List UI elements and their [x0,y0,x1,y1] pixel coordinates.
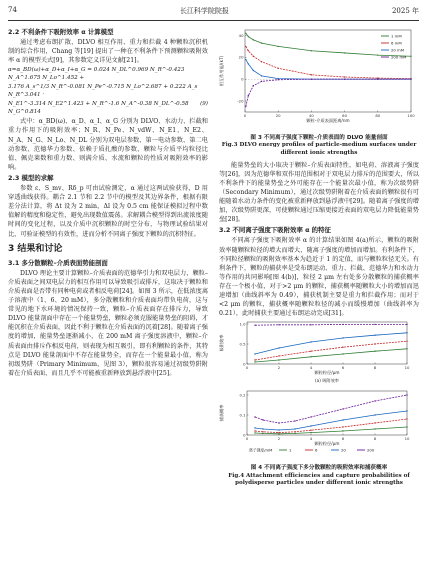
data-point [253,85,254,86]
data-point [261,75,262,76]
data-point [245,59,246,60]
equation-9-line-1: α=α_BD(ω)+α_D+α_I+α_G = 0.024 N_DL^0.969 N_R^-0.423 N_A^1.675 N_Lo^1.452 + [8,67,185,82]
data-point [311,50,312,51]
data-point [278,46,279,47]
data-point [294,429,295,430]
paragraph: 不同离子强度下吸附效率 α 的计算结果如图 4(a)所示，颗粒的吸附效率随颗粒粒径的增大而增大，随离子强度的增加而增加。有利条件下，不同粒径颗粒的吸附效率基本为趋近于 1 的定值，而与颗粒粒径无关。有利条件下，颗粒的捕获率是受布朗运动、重力、拦截、范德华力和水动力等作用的共同影响[图 4(b)]，粒径 2 μm 左右处多分散颗粒的捕获概率存在一个极小值，对于>2 μm 的颗粒，捕获概率随颗粒大小的增加而迅速增加（曲线斜率为 0.49），捕获机制主要是重力和拦截作用；而对于<2 μm 的颗粒，捕获概率随颗粒粒径的减小而缓慢增加（曲线斜率为 0.21），此时捕获主要通过布朗运动完成[31]。 [219,237,419,318]
data-point [261,61,262,62]
running-header [8,6,419,20]
data-point [294,433,295,434]
figure-4a-chart [219,319,419,385]
data-point [311,79,312,80]
y-tick-label: 0 [241,76,244,82]
x-tick-label: 4 [309,365,313,371]
paragraph: 能量势垒的大小取决于颗粒–介质表面特性，如电荷、溶液离子强度等[26]，因为范德华和双作用范围相对于双电层力排斥的范围要大，所以不利条件下的能量势垒之外可能存在一个能量次最小值，称为次级势阱（Secondary Minimum），通过次级势阱附着在介质表面的颗粒很有可能随着水动力条件的变化被重新释放到悬浮液中[29]。随着离子强度的增加，次级势阱更深，可使颗粒通过压缩更接近表面的双电层力降低能量势垒[28]。 [219,161,419,224]
plot-frame [245,30,411,112]
x-tick-label: 6 [341,436,345,442]
data-point [262,431,263,432]
figure-4-caption-en: Fig.4 Attachment efficiencies and capture probabilities of polydisperse particles under different ionic strengths [228,472,410,486]
data-point [278,432,279,433]
data-point [410,79,411,80]
paragraph: 参数 ε、S_mv、Rδ_p 可由试验测定，α 通过这两试验获得，D 用穿透曲线获得。耦合 2.1 节和 2.2 节中的模型及其边界条件，根据有限差分法计算，将 Δt 设为 2 min，Δl 设为 0.5 cm 能保证模拟过程中数值解的精度和稳定性，避免出现数值震荡。求解耦合模型得到出流浓度随时间的变化过程，以及介质中沉积颗粒的时空分布，与物理试验结果对比，可验证模型的有效性，进而分析不同离子强度下颗粒的沉积特征。 [8,185,208,238]
journal-name: 长江科学院院报 [179,7,229,15]
data-point [262,420,263,421]
data-point [254,428,255,429]
data-point [253,56,254,57]
data-point [342,427,343,428]
y-tick-label: 0.1 [239,412,246,418]
data-point [261,42,262,43]
right-column [219,26,419,491]
series-line-200-mM [255,325,407,326]
year: 2025 年 [391,7,419,15]
data-point [344,76,345,77]
data-point [254,417,255,418]
series-line-200 [255,395,407,423]
legend-label: 200 [367,447,375,453]
legend-label: 1 mM [391,33,402,39]
data-point [406,411,407,412]
data-point [406,341,407,342]
legend-title: 离子强度/mM [249,447,273,453]
x-tick-label: 2 [277,436,281,442]
y-axis-label: 捕获概率 [219,405,224,422]
data-point [406,419,407,420]
panel-label: (a) 吸附效率 [315,378,339,384]
data-point [245,33,246,34]
section-2-2-title: 2.2 不利条件下吸附效率 α 计算模型 [8,28,114,36]
data-point [262,429,263,430]
data-point [310,324,311,325]
data-point [342,431,343,432]
data-point [278,423,279,424]
data-point [342,354,343,355]
data-point [245,106,246,107]
legend-label: 20 [341,447,346,453]
figure-4b-chart [219,388,419,460]
data-point [310,417,311,418]
data-point [342,347,343,348]
x-axis-label: 颗粒粒径/μm [314,370,340,376]
data-point [294,421,295,422]
data-point [310,356,311,357]
figure-4 [219,319,419,463]
data-point [245,46,246,47]
figure-3-chart [219,26,419,130]
x-axis-label: 颗粒粒径/μm [314,441,340,447]
y-tick-label: 20 [238,54,244,60]
series-line-20 [255,411,407,430]
data-point [342,324,343,325]
data-point [278,430,279,431]
data-point [254,360,255,361]
series-line-1-mM [246,33,411,56]
data-point [374,335,375,336]
data-point [294,431,295,432]
x-tick-label: 80 [375,113,381,118]
paragraph: 通过考虑布朗扩散、DLVO 相互作用、重力和拦截 4 种颗粒沉积机制的综合作用，Chang 等[19] 提出了一种在不利条件下预测颗粒吸附效率 α 的模型关式[9]，其参数定义详见文献[21]。 [8,39,208,65]
paragraph: DLVO 理论主要计算颗粒–介质表面的范德华引力和双电层力，颗粒–介质表面之间双电层力的相互作用可以导致吸引或排斥，这取决于颗粒和介质表面是否带有同种电荷或者相反电荷[24]。如图 3 所示，在低浓度离子溶液中（1、6、20 mM），多分散颗粒和介质表面均带负电荷，这与常见的地下水环境的情况保持一致，颗粒–介质表面存在排斥力，导致 DLVO 能量剖面中存在一个能量势垒，颗粒必须克服能量势垒的阻碍，才能沉积在介质表面，因此不利于颗粒在介质表面的沉着[28]。随着离子强度的增加，能量势垒逐渐减小，在 200 mM 离子强度溶液中，颗粒–介质表面由排斥作相反电荷，则表现为相互吸引，即有利颗粒的条件，其特点是 DLVO 能量剖面中不存在能量势全，而存在一个能量最小值，称为初级势阱（Primary Minimum，见图 3），颗粒很容易通过初级势阱附着在介质表面，而且几乎不可能被重新释放到悬浮液中[25]。 [8,269,209,377]
data-point [254,354,255,355]
equation-9-text: N_E1^-3.314 N_E2^1.423 + N_R^-1.6 N_A^-0.38 N_DL^-0.58 N_G^0.814 [8,101,189,116]
data-point [278,433,279,434]
data-point [278,68,279,69]
header-rule [8,20,419,21]
data-point [278,79,279,80]
data-point [278,360,279,361]
figure-3-caption-cn: 图 3 不同离子强度下颗粒–介质表面的 DLVO 能量剖面 [250,135,388,142]
x-tick-label: 4 [309,436,313,442]
data-point [342,409,343,410]
data-point [262,433,263,434]
data-point [410,56,411,57]
data-point [406,395,407,396]
figure-3-caption [219,135,419,157]
data-point [374,423,375,424]
figure-3-caption-en: Fig.3 DLVO energy profiles of particle-medium surfaces under different ionic strengths [221,142,417,156]
x-tick-label: 0 [245,436,249,442]
data-point [374,415,375,416]
series-line-1-mM [255,349,407,362]
data-point [248,50,249,51]
data-point [374,344,375,345]
data-point [310,432,311,433]
series-line-6-mM [246,46,411,78]
legend-label: 20 mM [391,47,405,53]
y-tick-label: 0.5 [239,341,246,347]
x-tick-label: 100 [407,113,415,118]
x-tick-label: 40 [308,113,314,118]
data-point [278,356,279,357]
x-tick-label: 8 [373,365,377,371]
data-point [254,362,255,363]
data-point [406,324,407,325]
data-point [310,342,311,343]
legend-label: 6 [315,447,318,453]
x-tick-label: 0 [243,113,247,118]
figure-3 [219,26,419,133]
x-tick-label: 0 [245,365,249,371]
x-tick-label: 2 [277,365,281,371]
series-line-6 [255,419,407,433]
y-tick-label: 40 [238,32,244,38]
x-tick-label: 8 [373,436,377,442]
y-axis-label: 相互作用能/(kT) [219,55,224,87]
data-point [253,39,254,40]
y-tick-label: 0 [243,432,246,438]
y-tick-label: 0.2 [239,392,246,398]
data-point [344,79,345,80]
left-column [8,26,208,379]
data-point [377,79,378,80]
data-point [261,81,262,82]
x-tick-label: 10 [404,365,410,371]
section-2-3-title: 2.3 模型的求解 [8,173,54,182]
x-tick-label: 60 [342,113,348,118]
y-tick-label: -20 [237,98,244,104]
data-point [374,324,375,325]
data-point [342,338,343,339]
data-point [248,95,249,96]
data-point [342,420,343,421]
data-point [254,325,255,326]
section-3-title: 3 结果和讨论 [8,243,63,254]
data-point [248,63,249,64]
y-axis-label: 吸附效率 [219,334,224,352]
x-tick-label: 6 [341,365,345,371]
data-point [311,74,312,75]
figure-4-caption-cn: 图 4 不同离子强度下多分散颗粒的吸附效率和捕获概率 [250,465,388,472]
legend-label: 6 mM [391,40,402,46]
x-tick-label: 10 [404,436,410,442]
data-point [406,348,407,349]
data-point [377,54,378,55]
figure-4-caption [219,465,419,487]
data-point [310,430,311,431]
data-point [310,426,311,427]
data-point [374,429,375,430]
data-point [278,348,279,349]
y-tick-label: 0 [243,361,246,367]
y-tick-label: 1.0 [239,321,246,327]
x-tick-label: 20 [275,113,281,118]
data-point [374,401,375,402]
legend-label: 1 [289,447,292,453]
data-point [254,433,255,434]
data-point [406,332,407,333]
data-point [344,52,345,53]
x-axis-label: 颗粒-介质表面距离/nm [306,118,350,123]
series-line-200-mM [246,79,411,106]
data-point [310,351,311,352]
paragraph: 式中：α_BD(ω)、α_D、α_I、α_G 分别为 DLVO、水动力、拦截和重力作用下的吸附效率；N_R、N_Pe、N_vdW、N_E1、N_E2、N_A、N_G、N_Lo、N_DL 分别为双电层参数、第一电动参数、第二电动参数、范德华力参数、依赖于质扎酸的参数、颗粒与介质平均粒径比值、佩克莱数和重力数、则满介质、水流和颗粒的性质对吸附效率的影响。 [8,118,208,171]
section-3-1-title: 3.1 多分散颗粒–介质表面势能剖面 [8,258,108,267]
page-number: 74 [8,6,17,14]
data-point [253,70,254,71]
data-point [406,427,407,428]
section-3-2-title: 3.2 不同离子强度下吸附效率 α 的特征 [219,226,331,235]
data-point [254,431,255,432]
data-point [248,36,249,37]
legend-label: 200 mM [391,54,407,60]
data-point [374,351,375,352]
equation-9-line-3 [8,100,208,116]
equation-number: (9) [200,101,208,108]
data-point [278,324,279,325]
equation-9-line-2: 3.176 A_s^1/3 N_R^-0.081 N_Pe^-0.715 N_Lo^2.687 + 0.222 A_s N_R^3.041 · [8,84,198,99]
